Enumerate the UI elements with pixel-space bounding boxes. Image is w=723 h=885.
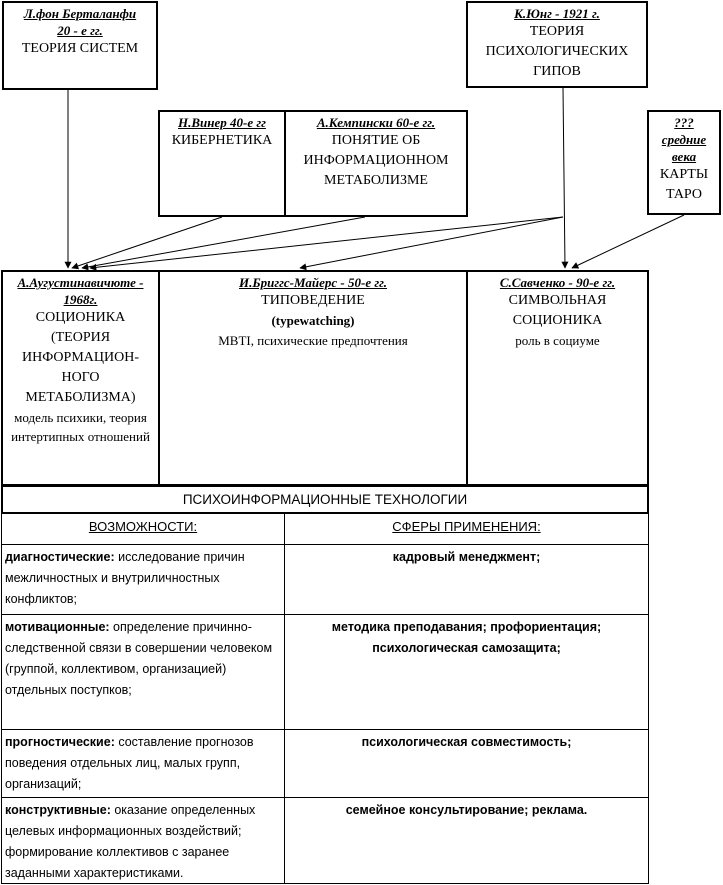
box-tarot	[647, 110, 721, 215]
author-briggs: И.Бриггс-Майерс - 50-е гг.	[238, 275, 388, 290]
subtitle-typewatching: (typewatching)	[271, 313, 355, 328]
sphere-prognostic-1: психологическая совместимость;	[361, 735, 572, 749]
tech-header-label: ПСИХОИНФОРМАЦИОННЫЕ ТЕХНОЛОГИИ	[182, 492, 468, 507]
term-diagnostic: диагностические:	[5, 550, 115, 564]
title-cybernetics: КИБЕРНЕТИКА	[171, 133, 273, 148]
title-symbolic-socionics: СИМВОЛЬНАЯ СОЦИОНИКА	[508, 293, 607, 328]
text-prognostic: составление прогнозов поведения отдельных лиц, малых групп, организаций;	[5, 735, 254, 791]
arrow-jung-main	[563, 88, 565, 268]
author-bertalanffy: Л.фон Берталанфи	[23, 6, 137, 21]
author-kempinski: А.Кемпински 60-е гг.	[316, 115, 436, 130]
title-typewatching: ТИПОВЕДЕНИЕ	[261, 293, 365, 308]
table-row-prognostic-sphere	[284, 729, 649, 798]
title-tarot: КАРТЫ ТАРО	[659, 167, 709, 202]
author-savchenko: С.Савченко - 90-е гг.	[499, 275, 616, 290]
text-diagnostic: исследование причин межличностных и внутриличностных конфликтов;	[5, 550, 245, 606]
author-tarot-1: ???	[674, 115, 694, 130]
table-row-constructive-sphere	[284, 797, 649, 884]
box-briggs	[158, 270, 468, 486]
arrow-jung-to-socionics	[90, 217, 563, 268]
date-bertalanffy: 20 - е гг.	[57, 23, 103, 38]
term-prognostic: прогностические:	[5, 735, 115, 749]
author-tarot-3: века	[671, 149, 697, 164]
table-row-diagnostic-capability	[1, 544, 285, 615]
sphere-motivational-2: психологическая самозащита;	[372, 641, 561, 655]
author-augustinavichiute: А.Аугустинавичюте - 1968г.	[17, 275, 144, 307]
desc-savchenko: роль в социуме	[515, 333, 600, 348]
box-savchenko	[466, 270, 649, 486]
table-row-motivational-capability	[1, 614, 285, 730]
box-kempinski	[284, 110, 468, 217]
table-row-constructive-capability	[1, 797, 285, 884]
author-wiener: Н.Винер 40-е гг	[178, 115, 266, 130]
author-jung: К.Юнг - 1921 г.	[514, 6, 600, 21]
sphere-constructive-1: семейное консультирование; реклама.	[345, 803, 588, 817]
sphere-diagnostic-1: кадровый менеджмент;	[392, 550, 541, 564]
col-header-spheres: СФЕРЫ ПРИМЕНЕНИЯ:	[284, 513, 649, 545]
title-info-metabolism: ПОНЯТИЕ ОБ ИНФОРМАЦИОННОМ МЕТАБОЛИЗМЕ	[303, 133, 449, 188]
author-tarot-2: средние	[661, 132, 707, 147]
arrow-jung-to-briggs	[300, 217, 563, 268]
arrow-wiener-to-socionics	[72, 217, 222, 268]
desc-socionics: модель психики, теория интертипных отношений	[11, 410, 150, 444]
sphere-motivational-1: методика преподавания; профориентация;	[331, 620, 602, 634]
desc-briggs: MBTI, психические предпочтения	[218, 333, 408, 348]
title-psych-types: ТЕОРИЯ ПСИХОЛОГИЧЕСКИХ ГИПОВ	[485, 24, 629, 79]
text-constructive: оказание определенных целевых информационных воздействий; формирование коллективов с заранее заданными характеристиками.	[5, 803, 256, 880]
title-systems-theory: ТЕОРИЯ СИСТЕМ	[21, 41, 139, 56]
tech-header	[1, 485, 649, 514]
box-bertalanffy	[2, 1, 158, 90]
col-header-capabilities: ВОЗМОЖНОСТИ:	[1, 513, 285, 545]
term-motivational: мотивационные:	[5, 620, 110, 634]
box-socionics	[1, 270, 160, 486]
text-motivational: определение причинно-следственной связи в совершении человеком (группой, коллективом, организацией) отдельных поступков;	[5, 620, 273, 697]
table-row-motivational-sphere	[284, 614, 649, 730]
box-wiener	[158, 110, 286, 217]
title-socionics: СОЦИОНИКА (ТЕОРИЯ ИНФОРМАЦИОН-НОГО МЕТАБОЛИЗМА)	[21, 310, 139, 405]
arrow-tarot-to-savchenko	[572, 215, 684, 268]
term-constructive: конструктивные:	[5, 803, 111, 817]
box-jung	[466, 1, 648, 88]
table-row-diagnostic-sphere	[284, 544, 649, 615]
table-row-prognostic-capability	[1, 729, 285, 798]
